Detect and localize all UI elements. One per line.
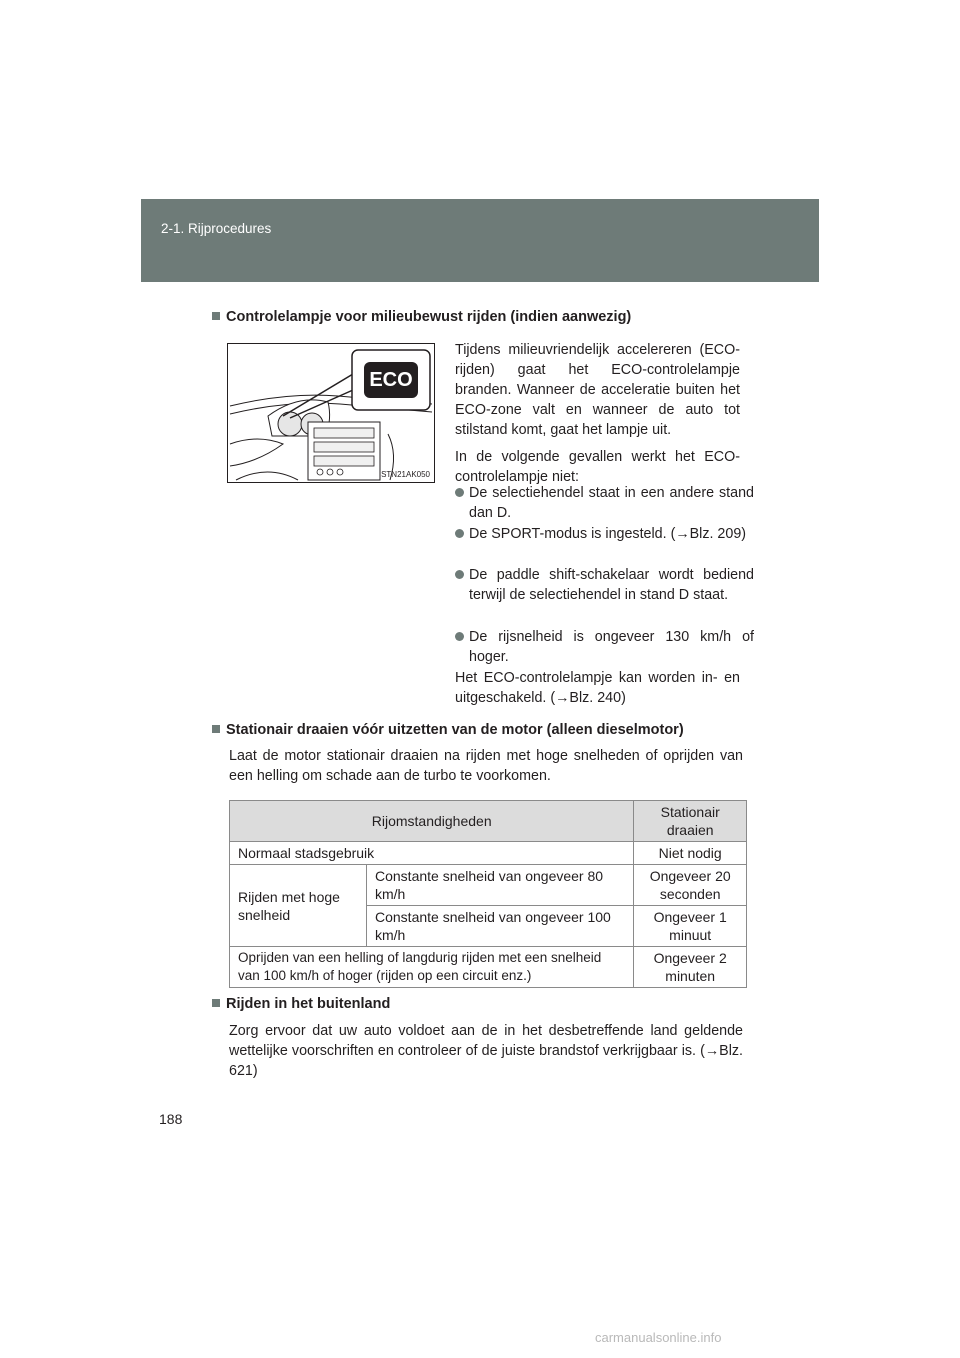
heading-square-icon	[212, 999, 220, 1007]
abroad-heading: Rijden in het buitenland	[212, 996, 390, 1012]
table-row	[230, 865, 747, 906]
table-row	[230, 842, 747, 865]
eco-paragraph-2: In de volgende gevallen werkt het ECO-controlelampje niet:	[455, 449, 740, 485]
table-cell: Constante snelheid van ongeveer 100 km/h	[367, 906, 634, 947]
figure-code: STN21AK050	[381, 470, 430, 479]
bullet-dot-icon	[455, 570, 464, 579]
eco-bullet-1: De selectiehendel staat in een andere stand dan D.	[455, 483, 754, 523]
idle-heading: Stationair draaien vóór uitzetten van de motor (alleen dieselmotor)	[212, 722, 684, 738]
heading-square-icon	[212, 312, 220, 320]
section-header-bar	[141, 199, 819, 282]
idle-table	[229, 800, 747, 988]
table-header-condition: Rijomstandigheden	[230, 801, 634, 842]
table-header-row	[230, 801, 747, 842]
eco-indicator-figure	[227, 343, 435, 483]
bullet-dot-icon	[455, 632, 464, 641]
idle-paragraph: Laat de motor stationair draaien na rijden met hoge snelheden of oprijden van een helling om schade aan de turbo te voorkomen.	[229, 748, 743, 784]
eco-icon: ECO	[369, 369, 413, 391]
watermark: carmanualsonline.info	[595, 1330, 722, 1345]
bullet-dot-icon	[455, 488, 464, 497]
dashboard-illustration	[228, 344, 434, 482]
table-cell: Oprijden van een helling of langdurig rijden met een snelheid van 100 km/h of hoger (rijden op een circuit enz.)	[230, 947, 634, 988]
table-cell: Constante snelheid van ongeveer 80 km/h	[367, 865, 634, 906]
eco-bullet-3: De paddle shift-schakelaar wordt bediend terwijl de selectiehendel in stand D staat.	[455, 565, 754, 605]
eco-paragraph-3: Het ECO-controlelampje kan worden in- en uitgeschakeld. (→Blz. 240)	[455, 670, 740, 706]
table-cell: Rijden met hoge snelheid	[230, 865, 367, 947]
section-title: 2-1. Rijprocedures	[161, 221, 272, 236]
eco-heading: Controlelampje voor milieubewust rijden (indien aanwezig)	[212, 309, 631, 325]
table-cell: Ongeveer 2 minuten	[634, 947, 747, 988]
eco-bullet-4: De rijsnelheid is ongeveer 130 km/h of hoger.	[455, 627, 754, 667]
table-cell: Niet nodig	[634, 842, 747, 865]
table-cell: Ongeveer 20 seconden	[634, 865, 747, 906]
eco-paragraph-1: Tijdens milieuvriendelijk accelereren (ECO-rijden) gaat het ECO-controlelampje branden. Wanneer de acceleratie buiten het ECO-zone valt en wanneer de auto tot stilstand komt, gaat het lampje uit.	[455, 342, 740, 438]
eco-bullet-2: De SPORT-modus is ingesteld. (→Blz. 209)	[455, 524, 754, 544]
bullet-dot-icon	[455, 529, 464, 538]
abroad-paragraph: Zorg ervoor dat uw auto voldoet aan de in het desbetreffende land geldende wettelijke voorschriften en controleer of de juiste brandstof verkrijgbaar is. (→Blz. 621)	[229, 1023, 743, 1079]
table-cell: Ongeveer 1 minuut	[634, 906, 747, 947]
table-cell: Normaal stadsgebruik	[230, 842, 634, 865]
table-header-idle: Stationair draaien	[634, 801, 747, 842]
heading-square-icon	[212, 725, 220, 733]
table-row	[230, 947, 747, 988]
page-number: 188	[159, 1111, 183, 1127]
